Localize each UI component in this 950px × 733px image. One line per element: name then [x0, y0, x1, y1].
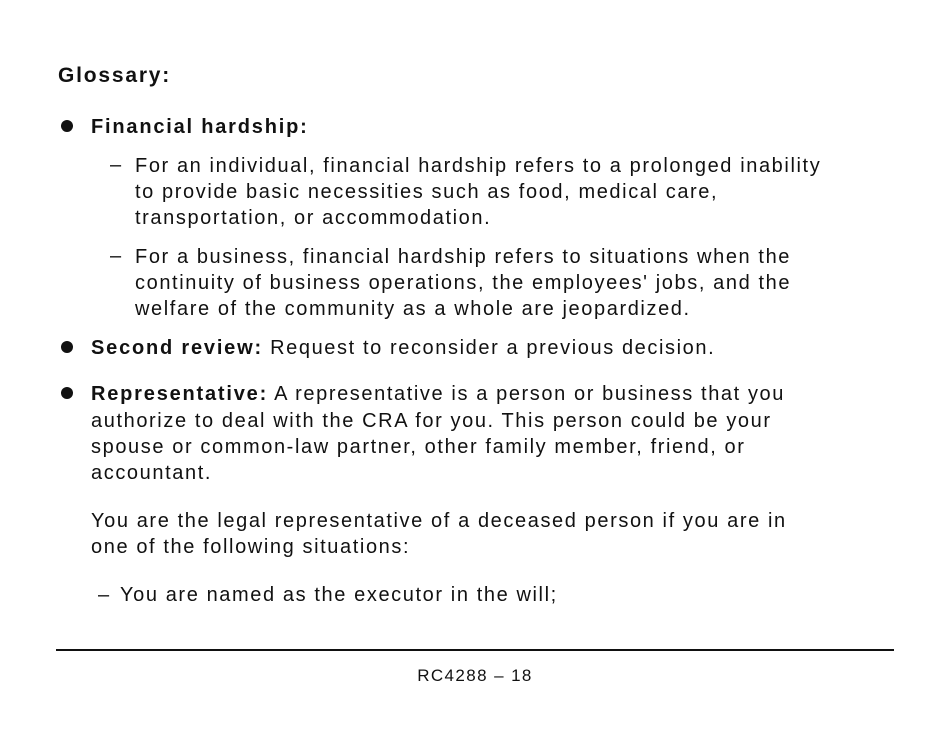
dash-icon: – [110, 154, 123, 176]
definition-line: accountant. [91, 462, 213, 484]
paragraph-line: You are the legal representative of a deceased person if you are in [91, 510, 787, 532]
dash-icon: – [98, 584, 111, 606]
glossary-entry-second-review [91, 335, 715, 361]
definition-line: continuity of business operations, the employees' jobs, and the [135, 272, 792, 294]
bullet-icon [61, 341, 73, 353]
bullet-icon [61, 387, 73, 399]
page-number: RC4288 – 18 [417, 666, 533, 685]
definition-line: spouse or common-law partner, other family member, friend, or [91, 436, 746, 458]
definition-line: A representative is a person or business that you [274, 383, 785, 405]
situation-line: You are named as the executor in the will; [120, 584, 558, 606]
term-second-review: Second review: [91, 337, 263, 359]
definition-line: to provide basic necessities such as food, medical care, [135, 181, 719, 203]
definition-second-review: Request to reconsider a previous decision. [270, 337, 716, 359]
definition-line: For a business, financial hardship refers to situations when the [135, 246, 792, 268]
definition-line: For an individual, financial hardship refers to a prolonged inability [135, 155, 822, 177]
term-financial-hardship: Financial hardship: [91, 116, 309, 138]
glossary-entry-representative [91, 381, 785, 407]
bullet-icon [61, 120, 73, 132]
term-representative: Representative: [91, 383, 269, 405]
definition-line: welfare of the community as a whole are jeopardized. [135, 298, 691, 320]
paragraph-line: one of the following situations: [91, 536, 411, 558]
page-title: Glossary: [58, 64, 172, 87]
dash-icon: – [110, 245, 123, 267]
definition-line: authorize to deal with the CRA for you. This person could be your [91, 410, 772, 432]
footer-divider [56, 649, 894, 651]
definition-line: transportation, or accommodation. [135, 207, 492, 229]
